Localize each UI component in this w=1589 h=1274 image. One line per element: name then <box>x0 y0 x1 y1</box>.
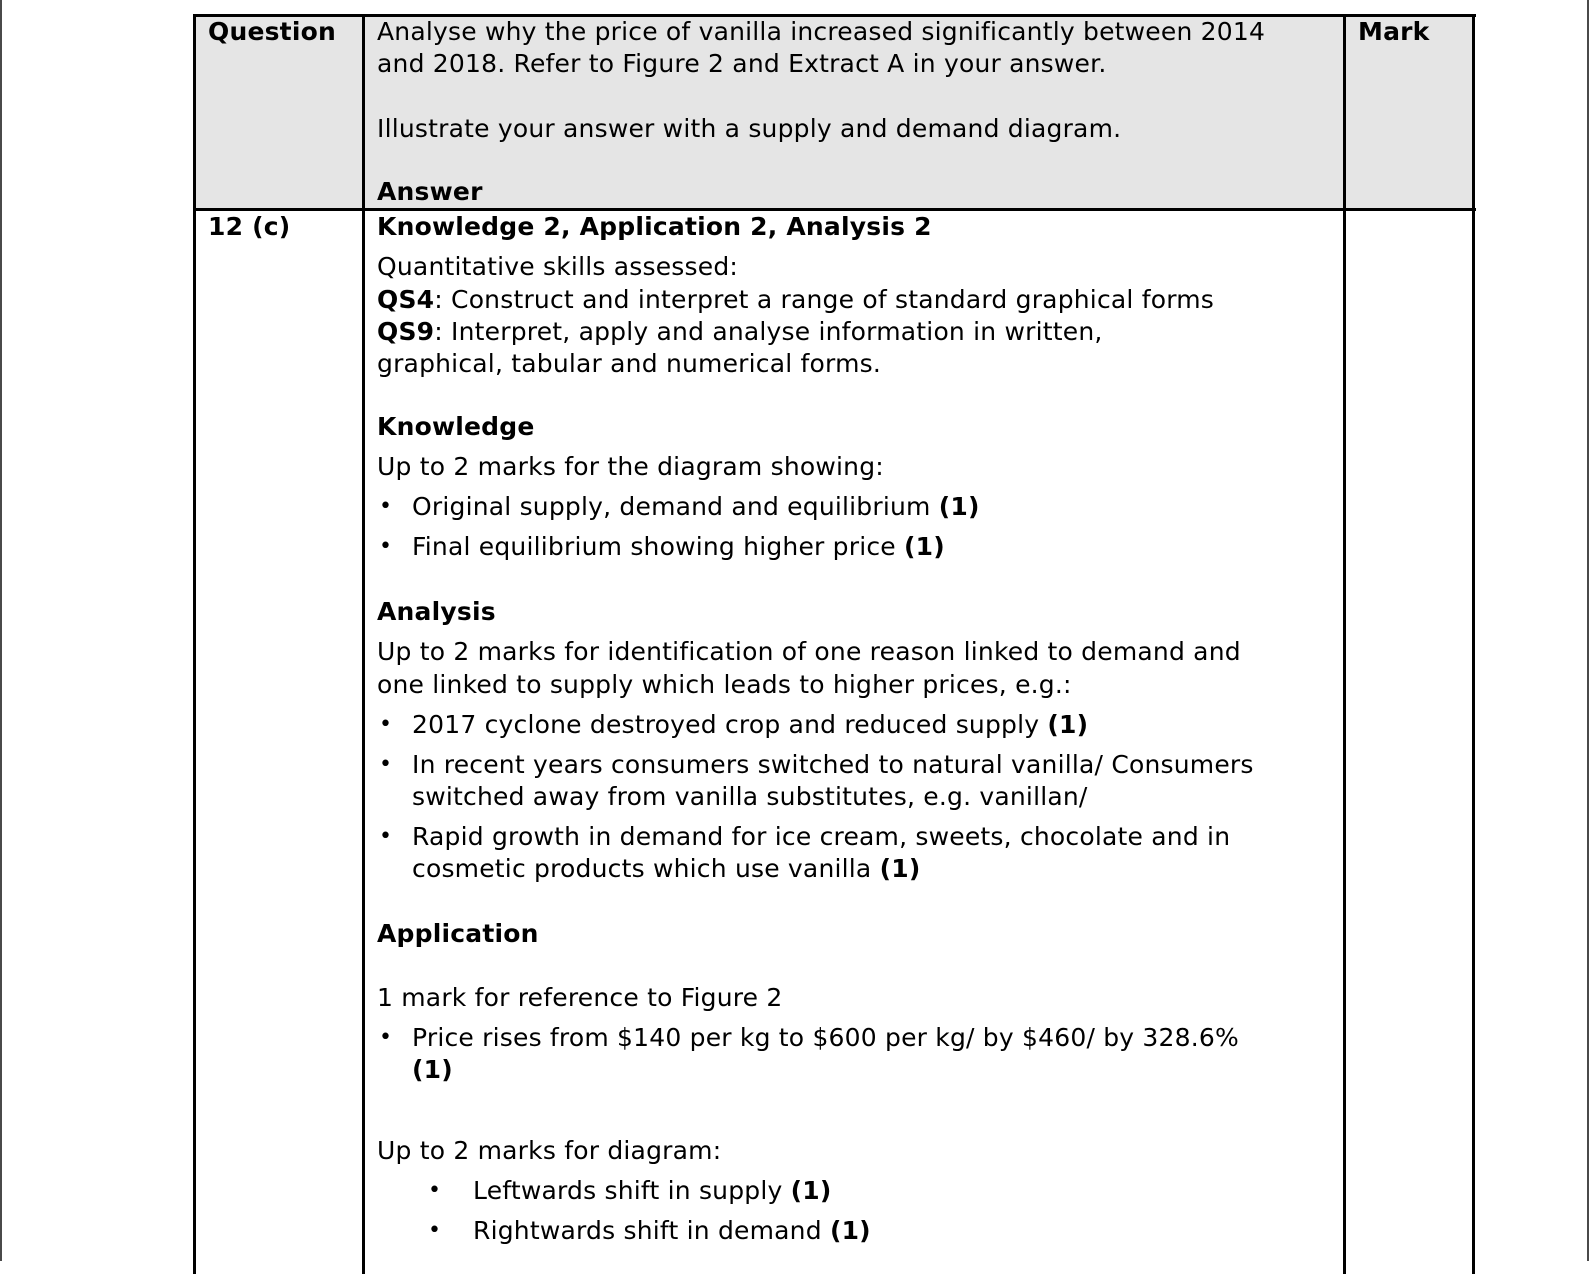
figure-item-line1: Price rises from $140 per kg to $600 per kg/ by $460/ by 328.6% <box>412 1023 1239 1052</box>
question-header: Question <box>208 17 336 46</box>
bullet-icon: • <box>379 494 392 519</box>
analysis-heading: Analysis <box>377 597 496 626</box>
qs-intro: Quantitative skills assessed: <box>377 252 739 281</box>
bullet-icon: • <box>379 534 392 559</box>
marks-summary: Knowledge 2, Application 2, Analysis 2 <box>377 212 932 241</box>
analysis-item-line2: switched away from vanilla substitutes, e.g. vanillan/ <box>412 782 1088 811</box>
bullet-icon: • <box>379 752 392 777</box>
question-number: 12 (c) <box>208 212 291 241</box>
bullet-icon: • <box>379 824 392 849</box>
figure-item-mark: (1) <box>412 1055 453 1084</box>
bullet-icon: • <box>428 1178 441 1203</box>
analysis-item-line1: Rapid growth in demand for ice cream, sweets, chocolate and in <box>412 822 1231 851</box>
knowledge-item <box>412 491 980 523</box>
item-mark: (1) <box>1047 710 1089 739</box>
qs4-text: : Construct and interpret a range of standard graphical forms <box>434 285 1215 314</box>
answer-header: Answer <box>377 177 483 206</box>
qs9-text-cont: graphical, tabular and numerical forms. <box>377 349 882 378</box>
analysis-item <box>412 709 1088 741</box>
table-left-border <box>193 14 196 1274</box>
qs9-text: : Interpret, apply and analyse information in written, <box>434 317 1103 346</box>
question-text-line2: and 2018. Refer to Figure 2 and Extract A in your answer. <box>377 49 1107 78</box>
item-text: cosmetic products which use vanilla <box>412 854 880 883</box>
item-mark: (1) <box>829 1216 871 1245</box>
page-edge-left <box>0 0 2 1261</box>
qs9-code: QS9 <box>377 317 435 346</box>
item-mark: (1) <box>790 1176 832 1205</box>
item-text: 2017 cyclone destroyed crop and reduced supply <box>412 710 1048 739</box>
bullet-icon: • <box>379 712 392 737</box>
analysis-intro-line1: Up to 2 marks for identification of one reason linked to demand and <box>377 637 1241 666</box>
mark-scheme-table <box>193 14 1474 1274</box>
item-mark: (1) <box>938 492 980 521</box>
knowledge-intro: Up to 2 marks for the diagram showing: <box>377 452 884 481</box>
knowledge-item <box>412 531 945 563</box>
item-text: Final equilibrium showing higher price <box>412 532 905 561</box>
bullet-icon: • <box>428 1218 441 1243</box>
item-text: Leftwards shift in supply <box>473 1176 791 1205</box>
bullet-icon: • <box>379 1025 392 1050</box>
diagram-item <box>473 1215 871 1247</box>
item-mark: (1) <box>904 532 945 561</box>
analysis-intro-line2: one linked to supply which leads to higher prices, e.g.: <box>377 670 1072 699</box>
qs4-code: QS4 <box>377 285 435 314</box>
item-text: Rightwards shift in demand <box>473 1216 830 1245</box>
qs9-line <box>377 316 1103 348</box>
analysis-item-line1: In recent years consumers switched to natural vanilla/ Consumers <box>412 750 1254 779</box>
column-divider-1 <box>362 14 365 1274</box>
question-instruction: Illustrate your answer with a supply and demand diagram. <box>377 114 1122 143</box>
table-right-border <box>1472 14 1475 1274</box>
analysis-item-line2 <box>412 853 920 885</box>
column-divider-2 <box>1343 14 1346 1274</box>
qs4-line <box>377 284 1214 316</box>
mark-header: Mark <box>1358 17 1430 46</box>
diagram-item <box>473 1175 832 1207</box>
knowledge-heading: Knowledge <box>377 412 535 441</box>
figure-intro: 1 mark for reference to Figure 2 <box>377 983 783 1012</box>
diagram-intro: Up to 2 marks for diagram: <box>377 1136 722 1165</box>
application-heading: Application <box>377 919 539 948</box>
item-text: Original supply, demand and equilibrium <box>412 492 939 521</box>
item-mark: (1) <box>879 854 921 883</box>
question-text-line1: Analyse why the price of vanilla increased significantly between 2014 <box>377 17 1266 46</box>
